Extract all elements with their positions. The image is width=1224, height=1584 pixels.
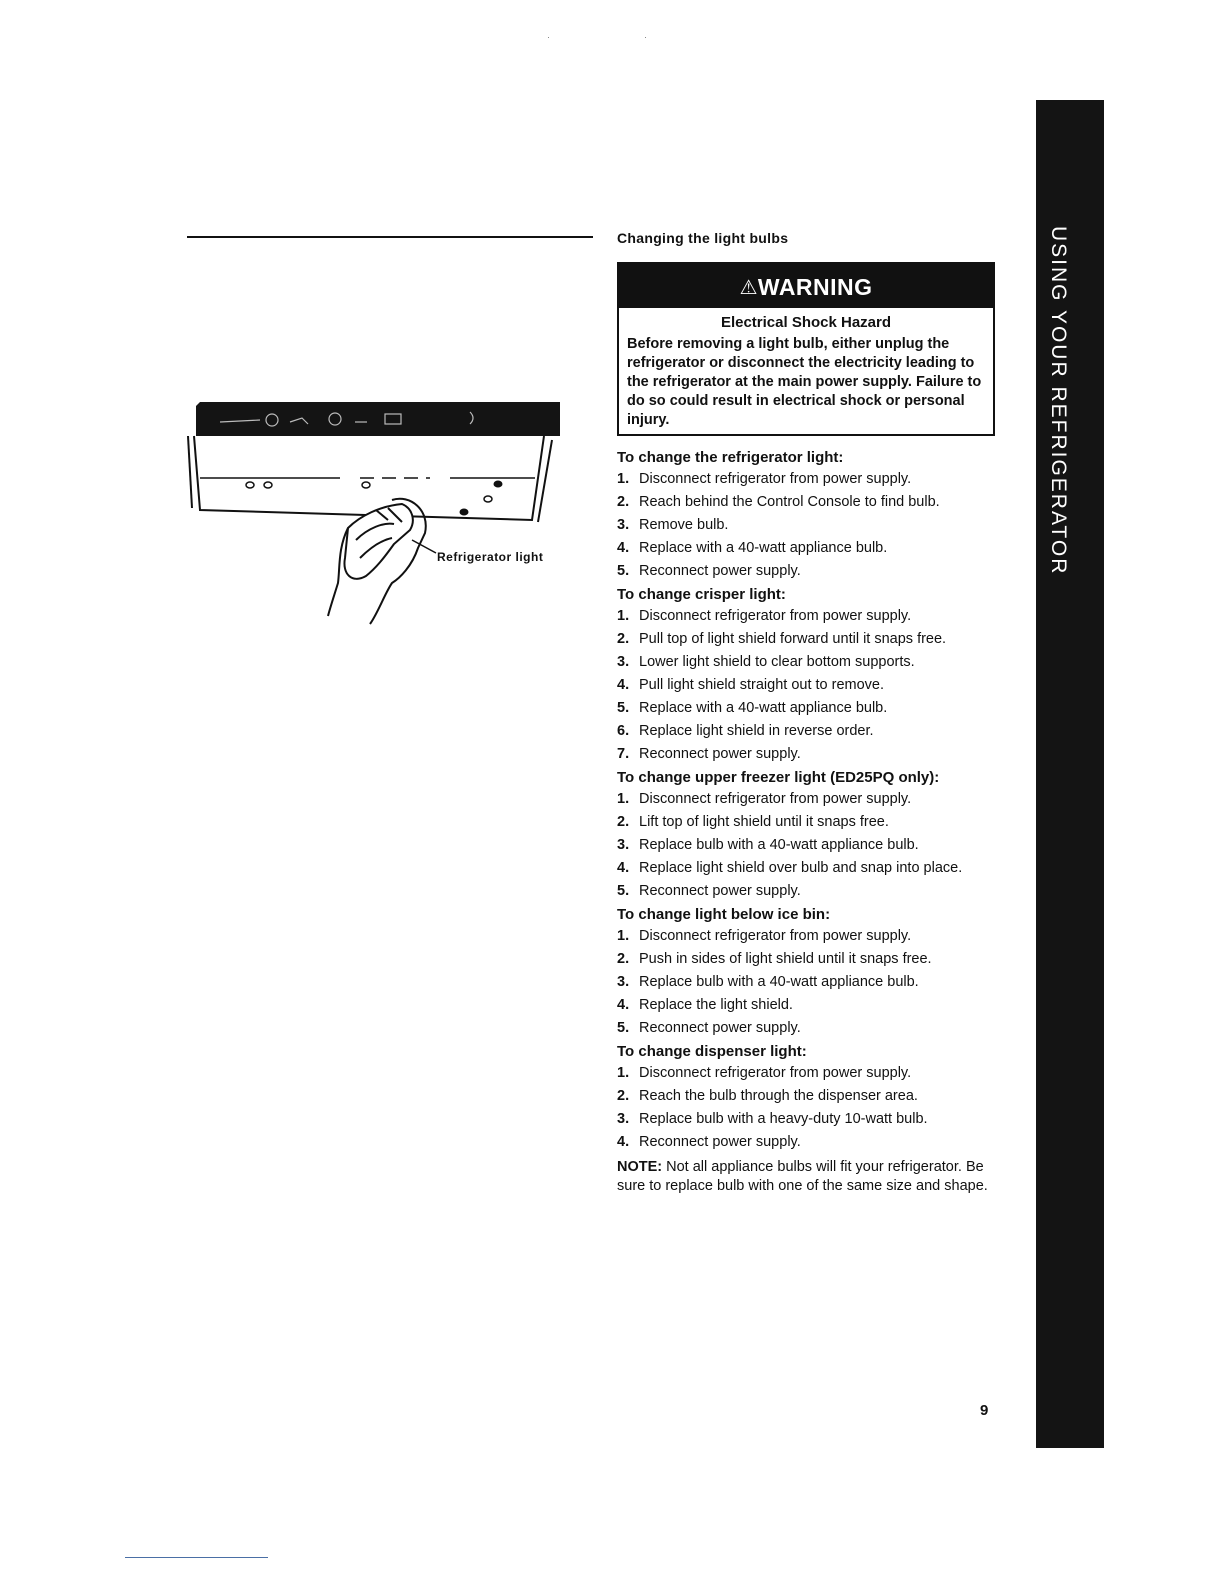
section-ice-bin-light: [617, 906, 997, 1038]
steps-list: [617, 470, 997, 581]
warning-box: [617, 262, 995, 436]
note-text: Not all appliance bulbs will fit your refrigerator. Be sure to replace bulb with one of the same size and shape.: [617, 1159, 988, 1194]
section-crisper-light: [617, 586, 997, 764]
content-column: [617, 230, 997, 1196]
steps-list: [617, 927, 997, 1038]
step-number: 3.: [617, 654, 630, 670]
step-text: Replace light shield in reverse order.: [639, 723, 874, 739]
step-text: Replace with a 40-watt appliance bulb.: [639, 540, 888, 556]
list-item: [617, 813, 997, 832]
list-item: [617, 653, 997, 672]
list-item: [617, 1087, 997, 1106]
step-number: 2.: [617, 1088, 630, 1104]
step-number: 2.: [617, 631, 630, 647]
step-number: 1.: [617, 1065, 630, 1081]
section-dispenser-light: [617, 1043, 997, 1152]
list-item: [617, 790, 997, 809]
list-item: [617, 950, 997, 969]
list-item: [617, 996, 997, 1015]
list-item: [617, 493, 997, 512]
step-text: Disconnect refrigerator from power supply.: [639, 1065, 912, 1081]
list-item: [617, 836, 997, 855]
step-number: 2.: [617, 814, 630, 830]
step-number: 2.: [617, 951, 630, 967]
step-text: Reconnect power supply.: [639, 563, 801, 579]
step-text: Push in sides of light shield until it snaps free.: [639, 951, 932, 967]
step-text: Replace light shield over bulb and snap into place.: [639, 860, 963, 876]
steps-list: [617, 607, 997, 764]
step-number: 7.: [617, 746, 630, 762]
section-heading: To change crisper light:: [617, 586, 786, 603]
step-text: Replace bulb with a 40-watt appliance bulb.: [639, 974, 919, 990]
step-number: 4.: [617, 860, 630, 876]
step-number: 4.: [617, 1134, 630, 1150]
section-heading: To change upper freezer light (ED25PQ only):: [617, 769, 940, 786]
list-item: [617, 745, 997, 764]
list-item: [617, 630, 997, 649]
list-item: [617, 882, 997, 901]
step-number: 5.: [617, 563, 630, 579]
step-number: 5.: [617, 1020, 630, 1036]
step-text: Replace bulb with a 40-watt appliance bulb.: [639, 837, 919, 853]
step-text: Lower light shield to clear bottom supports.: [639, 654, 915, 670]
step-text: Disconnect refrigerator from power supply.: [639, 791, 912, 807]
list-item: [617, 699, 997, 718]
step-text: Remove bulb.: [639, 517, 729, 533]
step-text: Reconnect power supply.: [639, 1020, 801, 1036]
section-heading: To change dispenser light:: [617, 1043, 807, 1060]
step-text: Reach the bulb through the dispenser area.: [639, 1088, 918, 1104]
note-label: NOTE:: [617, 1159, 663, 1175]
step-number: 3.: [617, 837, 630, 853]
list-item: [617, 1133, 997, 1152]
warning-triangle-icon: ⚠: [739, 277, 758, 299]
warning-subheading: Electrical Shock Hazard: [720, 314, 892, 331]
list-item: [617, 1019, 997, 1038]
step-number: 2.: [617, 494, 630, 510]
step-number: 6.: [617, 723, 630, 739]
step-number: 1.: [617, 471, 630, 487]
step-text: Pull light shield straight out to remove.: [639, 677, 885, 693]
list-item: [617, 859, 997, 878]
list-item: [617, 1064, 997, 1083]
step-text: Disconnect refrigerator from power supply.: [639, 608, 912, 624]
warning-heading: WARNING: [757, 274, 873, 300]
list-item: [617, 562, 997, 581]
step-text: Disconnect refrigerator from power supply.: [639, 471, 912, 487]
section-refrigerator-light: [617, 449, 997, 581]
steps-list: [617, 790, 997, 901]
step-text: Reconnect power supply.: [639, 746, 801, 762]
side-tab-label: USING YOUR REFRIGERATOR: [1047, 226, 1070, 576]
refrigerator-light-illustration: [180, 398, 580, 630]
step-number: 4.: [617, 540, 630, 556]
scan-speck: [548, 37, 549, 38]
top-rule: [187, 236, 593, 238]
step-number: 3.: [617, 974, 630, 990]
step-text: Replace the light shield.: [639, 997, 793, 1013]
bottom-rule: [125, 1557, 268, 1558]
step-text: Pull top of light shield forward until it snaps free.: [639, 631, 947, 647]
step-text: Replace with a 40-watt appliance bulb.: [639, 700, 888, 716]
list-item: [617, 539, 997, 558]
page-number: 9: [980, 1402, 989, 1419]
step-number: 5.: [617, 883, 630, 899]
figure-caption: Refrigerator light: [437, 550, 544, 564]
list-item: [617, 1110, 997, 1129]
scan-speck: [645, 37, 646, 38]
list-item: [617, 722, 997, 741]
step-number: 3.: [617, 517, 630, 533]
step-text: Lift top of light shield until it snaps free.: [639, 814, 889, 830]
list-item: [617, 470, 997, 489]
step-text: Reach behind the Control Console to find bulb.: [639, 494, 940, 510]
section-heading: To change the refrigerator light:: [617, 449, 844, 466]
step-number: 1.: [617, 928, 630, 944]
list-item: [617, 927, 997, 946]
step-text: Reconnect power supply.: [639, 1134, 801, 1150]
list-item: [617, 607, 997, 626]
warning-text: Before removing a light bulb, either unplug the refrigerator or disconnect the electricity leading to the refrigerator at the main power supply. Failure to do so could result in electrical shock or personal injury.: [627, 336, 982, 428]
list-item: [617, 973, 997, 992]
step-text: Disconnect refrigerator from power supply.: [639, 928, 912, 944]
step-number: 1.: [617, 608, 630, 624]
step-number: 5.: [617, 700, 630, 716]
step-number: 1.: [617, 791, 630, 807]
step-text: Reconnect power supply.: [639, 883, 801, 899]
warning-header: [619, 264, 993, 308]
list-item: [617, 676, 997, 695]
step-number: 4.: [617, 997, 630, 1013]
step-text: Replace bulb with a heavy-duty 10-watt bulb.: [639, 1111, 928, 1127]
section-title: Changing the light bulbs: [617, 230, 789, 246]
step-number: 3.: [617, 1111, 630, 1127]
step-number: 4.: [617, 677, 630, 693]
note: [617, 1158, 997, 1196]
section-upper-freezer-light: [617, 769, 997, 901]
section-heading: To change light below ice bin:: [617, 906, 831, 923]
steps-list: [617, 1064, 997, 1152]
list-item: [617, 516, 997, 535]
